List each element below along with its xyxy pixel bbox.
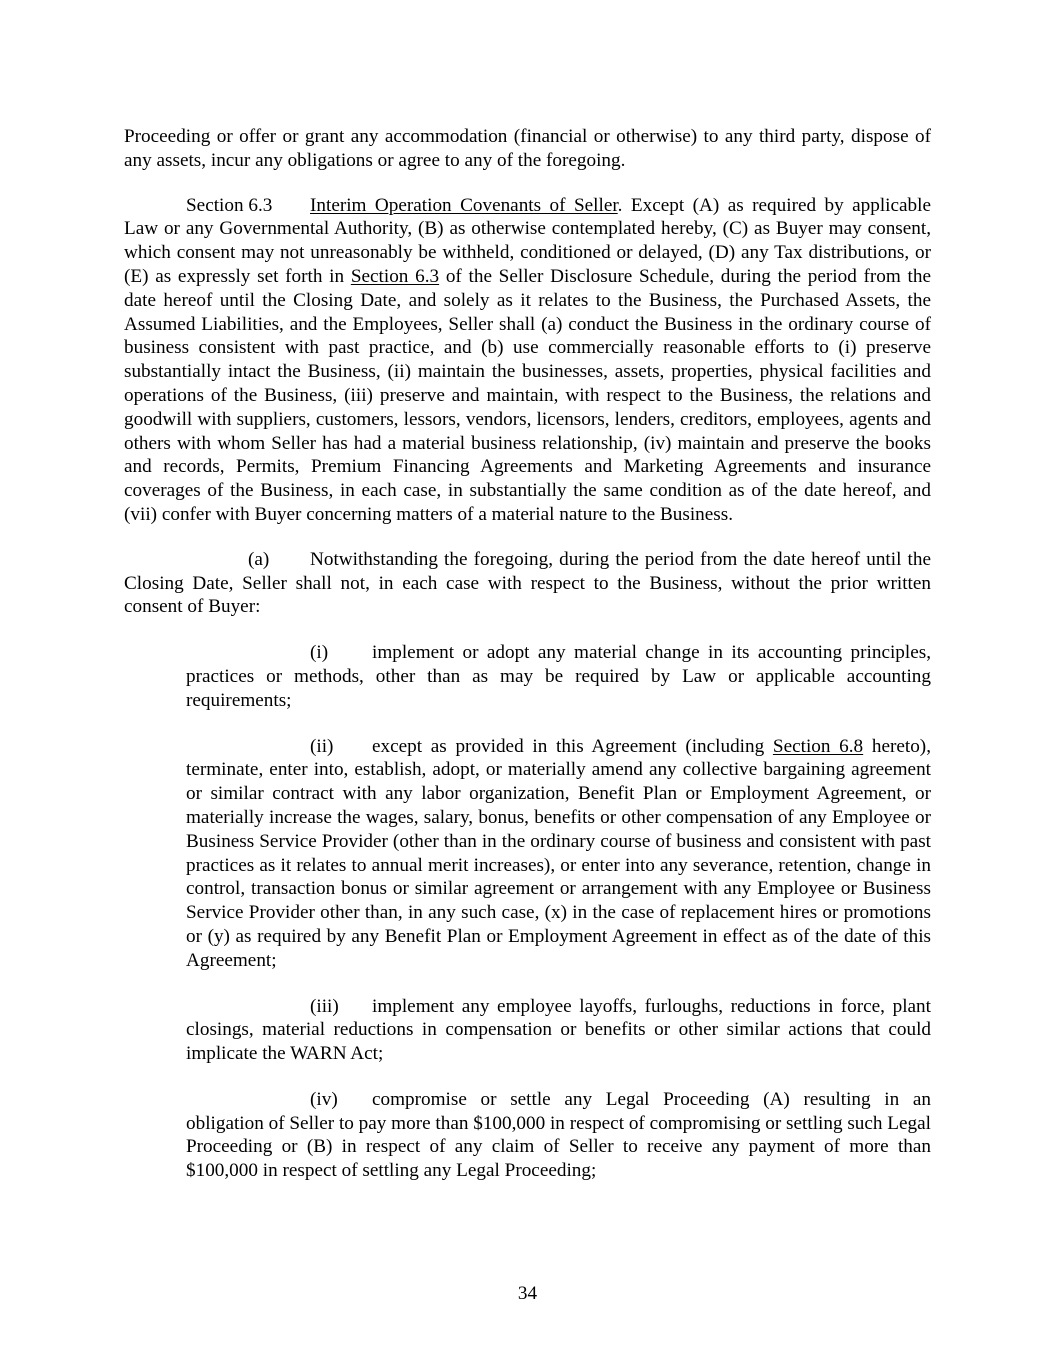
clause-a-text: Notwithstanding the foregoing, during the period from the date hereof until the Closing Date, Seller shall not, in each case with respect to the Business, without the prior written consent of Buyer:	[124, 548, 931, 618]
section-reference: Section 6.3	[350, 265, 440, 287]
item-text-part-1: except as provided in this Agreement (including	[372, 735, 773, 757]
item-label: (iii)	[310, 995, 339, 1017]
clause-a-paragraph	[124, 548, 931, 619]
clause-item-iii	[186, 995, 931, 1066]
item-label: (i)	[310, 642, 329, 664]
item-text: compromise or settle any Legal Proceeding (A) resulting in an obligation of Seller to pay more than $100,000 in respect of compromising or settling such Legal Proceeding or (B) in respect of any claim of Seller to receive any payment of more than $100,000 in respect of settling any Legal Proceeding;	[186, 1088, 931, 1182]
section-heading: Interim Operation Covenants of Seller	[310, 194, 618, 216]
item-text: implement or adopt any material change in its accounting principles, practices or methods, other than as may be required by Law or applicable accounting requirements;	[186, 642, 931, 711]
section-number: Section 6.3	[186, 194, 273, 216]
section-6-3-paragraph	[124, 194, 931, 527]
item-reference: Section 6.8	[772, 735, 864, 757]
clause-item-iv	[186, 1088, 931, 1183]
continuation-paragraph	[124, 125, 931, 173]
clause-item-ii	[186, 735, 931, 973]
item-label: (ii)	[310, 735, 334, 757]
item-text: implement any employee layoffs, furloughs, reductions in force, plant closings, material reductions in compensation or benefits or other similar actions that could implicate the WARN Act;	[186, 995, 931, 1065]
page-number: 34	[517, 1283, 538, 1304]
clause-item-i	[186, 641, 931, 712]
item-label: (iv)	[310, 1088, 338, 1110]
section-text-part-2: of the Seller Disclosure Schedule, during the period from the date hereof until the Closing Date, and solely as it relates to the Business, the Purchased Assets, the Assumed Liabilities, and the Employees, Seller shall (a) conduct the Business in the ordinary course of business consistent with past practice, and (b) use commercially reasonable efforts to (i) preserve substantially intact the Business, (ii) maintain the businesses, assets, properties, physical facilities and operations of the Business, (iii) preserve and maintain, with respect to the Business, the relations and goodwill with suppliers, customers, lessors, vendors, licensors, lenders, creditors, employees, agents and others with whom Seller has had a material business relationship, (iv) maintain and preserve the books and records, Permits, Premium Financing Agreements and Marketing Agreements and insurance coverages of the Business, in each case, in substantially the same condition as of the date hereof, and (vii) confer with Buyer concerning matters of a material nature to the Business.	[124, 265, 931, 525]
clause-a-label: (a)	[248, 548, 270, 570]
item-text-part-2: hereto), terminate, enter into, establish, adopt, or materially amend any collective bargaining agreement or similar contract with any labor organization, Benefit Plan or Employment Agreement, or materially increase the wages, salary, bonus, benefits or other compensation of any Employee or Business Service Provider (other than in the ordinary course of business and consistent with past practices as it relates to annual merit increases), or enter into any severance, retention, change in control, transaction bonus or similar agreement or arrangement with any Employee or Business Service Provider other than, in any such case, (x) in the case of replacement hires or promotions or (y) as required by any Benefit Plan or Employment Agreement in effect as of the date of this Agreement;	[186, 735, 931, 971]
continuation-text: Proceeding or offer or grant any accommodation (financial or otherwise) to any third party, dispose of any assets, incur any obligations or agree to any of the foregoing.	[124, 126, 931, 171]
section-text-part-1: . Except (A) as required by applicable Law or any Governmental Authority, (B) as otherwise contemplated hereby, (C) as Buyer may consent, which consent may not unreasonably be withheld, conditioned or delayed, (D) any Tax distributions, or (E) as expressly set forth in	[124, 194, 931, 287]
document-page	[124, 125, 931, 1183]
